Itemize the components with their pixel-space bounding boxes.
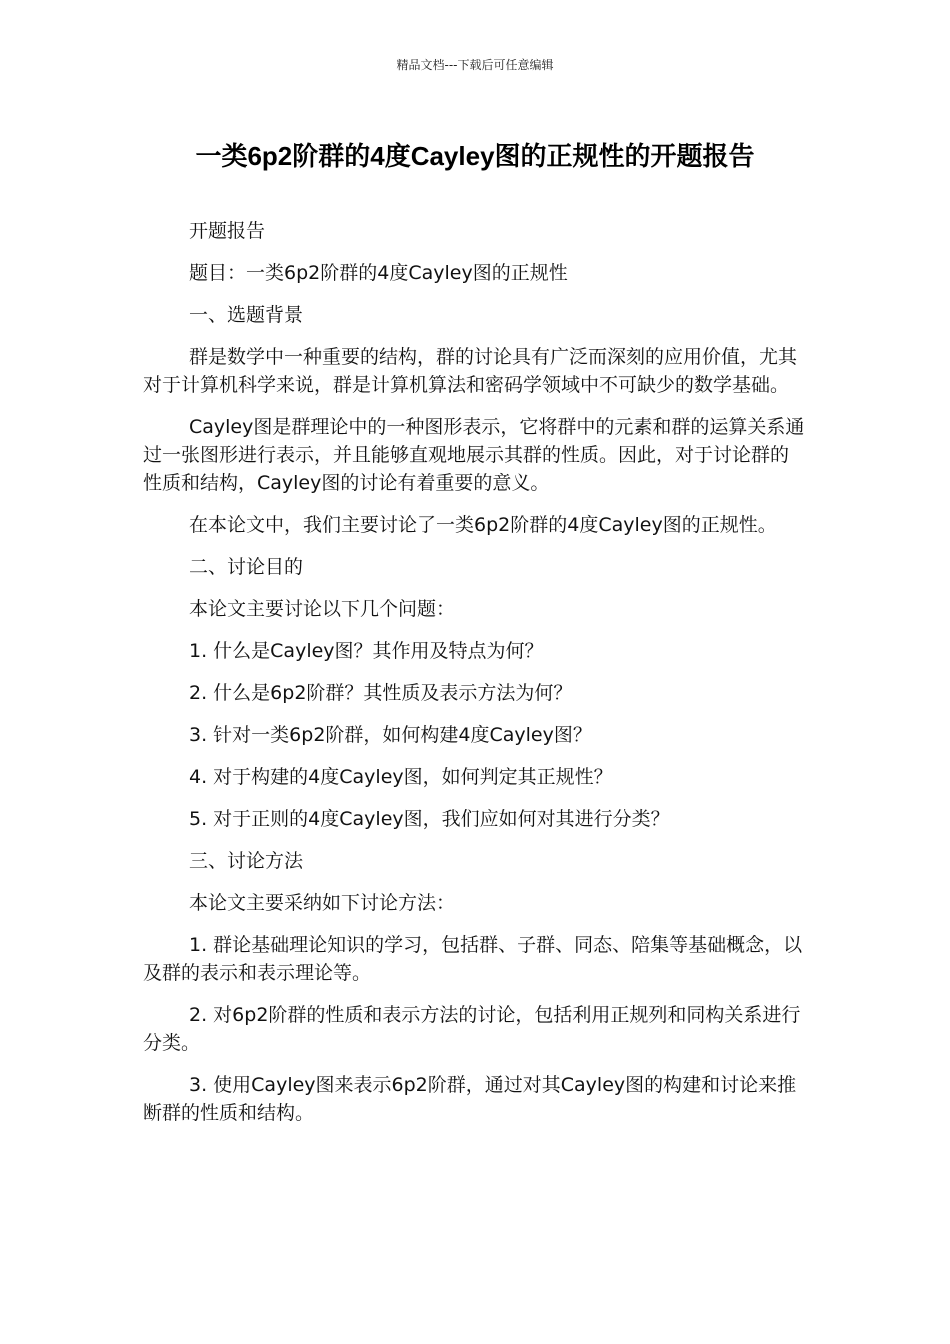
section-heading-background: 一、选题背景: [189, 304, 304, 326]
list-item-question-4: 4. 对于构建的4度Cayley图，如何判定其正规性？: [189, 766, 613, 788]
paragraph-background-1: 群是数学中一种重要的结构，群的讨论具有广泛而深刻的应用价值，尤其对于计算机科学来说，群是计算机算法和密码学领域中不可缺少的数学基础。: [143, 346, 798, 396]
list-item-method-3: 3. 使用Cayley图来表示6p2阶群，通过对其Cayley图的构建和讨论来推断群的性质和结构。: [143, 1074, 797, 1124]
list-item-question-5: 5. 对于正则的4度Cayley图，我们应如何对其进行分类？: [189, 808, 670, 830]
paragraph-topic: 题目：一类6p2阶群的4度Cayley图的正规性: [189, 262, 568, 284]
list-item-question-2: 2. 什么是6p2阶群？其性质及表示方法为何？: [189, 682, 573, 704]
paragraph-background-2: Cayley图是群理论中的一种图形表示，它将群中的元素和群的运算关系通过一张图形进行表示，并且能够直观地展示其群的性质。因此，对于讨论群的性质和结构，Cayley图的讨论有着重要的意义。: [143, 416, 805, 494]
paragraph-methods-intro: 本论文主要采纳如下讨论方法：: [189, 892, 456, 914]
list-item-question-3: 3. 针对一类6p2阶群，如何构建4度Cayley图？: [189, 724, 592, 746]
list-item-method-1: 1. 群论基础理论知识的学习，包括群、子群、同态、陪集等基础概念，以及群的表示和表示理论等。: [143, 934, 803, 984]
header-note: 精品文档---下载后可任意编辑: [396, 58, 554, 72]
document-body: [143, 217, 807, 1141]
paragraph-purpose-intro: 本论文主要讨论以下几个问题：: [189, 598, 456, 620]
list-item-method-2: 2. 对6p2阶群的性质和表示方法的讨论，包括利用正规列和同构关系进行分类。: [143, 1004, 801, 1054]
section-heading-methods: 三、讨论方法: [189, 850, 304, 872]
list-item-question-1: 1. 什么是Cayley图？其作用及特点为何？: [189, 640, 544, 662]
paragraph-report-label: 开题报告: [189, 220, 266, 242]
section-heading-purpose: 二、讨论目的: [189, 556, 304, 578]
paragraph-background-3: 在本论文中，我们主要讨论了一类6p2阶群的4度Cayley图的正规性。: [189, 514, 777, 536]
document-title: 一类6p2阶群的4度Cayley图的正规性的开题报告: [195, 141, 755, 171]
